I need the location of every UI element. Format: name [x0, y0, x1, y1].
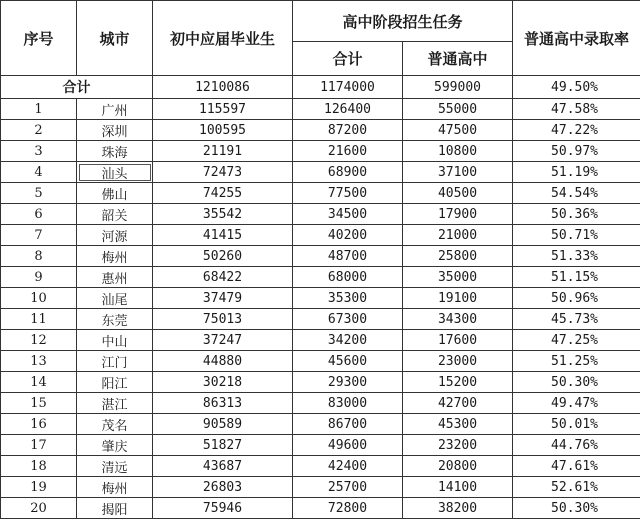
cell-seq[interactable]: 15	[1, 393, 77, 414]
cell-grads[interactable]: 72473	[153, 162, 293, 183]
cell-seq[interactable]: 4	[1, 162, 77, 183]
cell-task-total[interactable]: 68000	[293, 267, 403, 288]
cell-rate[interactable]: 47.25%	[513, 330, 640, 351]
header-city[interactable]: 城市	[77, 1, 153, 76]
cell-task-general[interactable]: 17600	[403, 330, 513, 351]
total-task-general[interactable]: 599000	[403, 76, 513, 99]
table-row	[1, 372, 640, 393]
cell-city[interactable]: 东莞	[77, 309, 153, 330]
cell-grads[interactable]: 37479	[153, 288, 293, 309]
cell-city[interactable]: 阳江	[77, 372, 153, 393]
cell-task-general[interactable]: 40500	[403, 183, 513, 204]
cell-seq[interactable]: 13	[1, 351, 77, 372]
total-rate[interactable]: 49.50%	[513, 76, 640, 99]
total-label[interactable]: 合计	[1, 76, 153, 99]
cell-rate[interactable]: 54.54%	[513, 183, 640, 204]
table-row	[1, 309, 640, 330]
cell-task-general[interactable]: 45300	[403, 414, 513, 435]
cell-rate[interactable]: 49.47%	[513, 393, 640, 414]
cell-city[interactable]: 揭阳	[77, 498, 153, 519]
cell-seq[interactable]: 5	[1, 183, 77, 204]
table-row	[1, 498, 640, 519]
header-seq[interactable]: 序号	[1, 1, 77, 76]
table-row	[1, 393, 640, 414]
cell-city[interactable]: 韶关	[77, 204, 153, 225]
cell-grads[interactable]: 35542	[153, 204, 293, 225]
table-row	[1, 288, 640, 309]
table-row	[1, 267, 640, 288]
cell-grads[interactable]: 37247	[153, 330, 293, 351]
table-row	[1, 246, 640, 267]
cell-task-total[interactable]: 45600	[293, 351, 403, 372]
cell-rate[interactable]: 50.30%	[513, 498, 640, 519]
cell-city[interactable]: 清远	[77, 456, 153, 477]
cell-task-general[interactable]: 20800	[403, 456, 513, 477]
cell-rate[interactable]: 44.76%	[513, 435, 640, 456]
cell-task-general[interactable]: 17900	[403, 204, 513, 225]
table-row	[1, 435, 640, 456]
cell-seq[interactable]: 11	[1, 309, 77, 330]
cell-seq[interactable]: 14	[1, 372, 77, 393]
cell-grads[interactable]: 50260	[153, 246, 293, 267]
cell-rate[interactable]: 47.61%	[513, 456, 640, 477]
cell-city[interactable]: 汕尾	[77, 288, 153, 309]
cell-task-total[interactable]: 126400	[293, 99, 403, 120]
cell-seq[interactable]: 2	[1, 120, 77, 141]
header-task-general[interactable]: 普通高中	[403, 42, 513, 76]
cell-city[interactable]: 深圳	[77, 120, 153, 141]
cell-grads[interactable]: 74255	[153, 183, 293, 204]
cell-grads[interactable]: 44880	[153, 351, 293, 372]
total-row	[1, 76, 640, 99]
header-grads[interactable]: 初中应届毕业生	[153, 1, 293, 76]
total-task-total[interactable]: 1174000	[293, 76, 403, 99]
cell-task-total[interactable]: 34200	[293, 330, 403, 351]
cell-grads[interactable]: 86313	[153, 393, 293, 414]
total-grads[interactable]: 1210086	[153, 76, 293, 99]
table-row	[1, 477, 640, 498]
cell-task-general[interactable]: 25800	[403, 246, 513, 267]
table-row	[1, 225, 640, 246]
cell-rate[interactable]: 52.61%	[513, 477, 640, 498]
cell-seq[interactable]: 3	[1, 141, 77, 162]
cell-task-general[interactable]: 34300	[403, 309, 513, 330]
cell-seq[interactable]: 10	[1, 288, 77, 309]
cell-city[interactable]: 惠州	[77, 267, 153, 288]
cell-grads[interactable]: 100595	[153, 120, 293, 141]
cell-task-general[interactable]: 47500	[403, 120, 513, 141]
table-row	[1, 330, 640, 351]
header-task-group[interactable]: 高中阶段招生任务	[293, 1, 513, 42]
cell-city[interactable]: 梅州	[77, 246, 153, 267]
table-row	[1, 414, 640, 435]
cell-task-total[interactable]: 35300	[293, 288, 403, 309]
header-task-total[interactable]: 合计	[293, 42, 403, 76]
cell-grads[interactable]: 26803	[153, 477, 293, 498]
cell-rate[interactable]: 50.36%	[513, 204, 640, 225]
cell-city[interactable]: 佛山	[77, 183, 153, 204]
cell-rate[interactable]: 51.19%	[513, 162, 640, 183]
cell-task-general[interactable]: 10800	[403, 141, 513, 162]
cell-seq[interactable]: 9	[1, 267, 77, 288]
cell-rate[interactable]: 51.25%	[513, 351, 640, 372]
cell-rate[interactable]: 45.73%	[513, 309, 640, 330]
cell-city[interactable]: 珠海	[77, 141, 153, 162]
cell-city[interactable]: 肇庆	[77, 435, 153, 456]
cell-task-total[interactable]: 34500	[293, 204, 403, 225]
table-row	[1, 351, 640, 372]
cell-rate[interactable]: 47.22%	[513, 120, 640, 141]
cell-task-general[interactable]: 14100	[403, 477, 513, 498]
cell-city[interactable]: 茂名	[77, 414, 153, 435]
cell-rate[interactable]: 51.15%	[513, 267, 640, 288]
cell-seq[interactable]: 7	[1, 225, 77, 246]
table-row	[1, 141, 640, 162]
cell-task-total[interactable]: 86700	[293, 414, 403, 435]
cell-grads[interactable]: 68422	[153, 267, 293, 288]
cell-task-general[interactable]: 23000	[403, 351, 513, 372]
cell-task-general[interactable]: 15200	[403, 372, 513, 393]
cell-seq[interactable]: 8	[1, 246, 77, 267]
cell-grads[interactable]: 43687	[153, 456, 293, 477]
cell-task-general[interactable]: 19100	[403, 288, 513, 309]
cell-city[interactable]: 梅州	[77, 477, 153, 498]
table-row	[1, 120, 640, 141]
cell-seq[interactable]: 19	[1, 477, 77, 498]
cell-task-total[interactable]: 21600	[293, 141, 403, 162]
cell-task-general[interactable]: 38200	[403, 498, 513, 519]
cell-task-general[interactable]: 35000	[403, 267, 513, 288]
cell-grads[interactable]: 90589	[153, 414, 293, 435]
cell-city[interactable]: 汕头	[77, 162, 153, 183]
cell-city[interactable]: 中山	[77, 330, 153, 351]
cell-task-total[interactable]: 72800	[293, 498, 403, 519]
header-rate[interactable]: 普通高中录取率	[513, 1, 640, 76]
cell-task-total[interactable]: 68900	[293, 162, 403, 183]
cell-rate[interactable]: 51.33%	[513, 246, 640, 267]
header-row-1	[1, 1, 640, 42]
cell-task-total[interactable]: 48700	[293, 246, 403, 267]
cell-grads[interactable]: 115597	[153, 99, 293, 120]
cell-seq[interactable]: 16	[1, 414, 77, 435]
cell-task-general[interactable]: 42700	[403, 393, 513, 414]
cell-task-total[interactable]: 29300	[293, 372, 403, 393]
cell-task-general[interactable]: 21000	[403, 225, 513, 246]
cell-city[interactable]: 河源	[77, 225, 153, 246]
table-row	[1, 162, 640, 183]
cell-task-total[interactable]: 25700	[293, 477, 403, 498]
table-row	[1, 99, 640, 120]
cell-task-total[interactable]: 67300	[293, 309, 403, 330]
table-row	[1, 204, 640, 225]
cell-grads[interactable]: 75946	[153, 498, 293, 519]
cell-grads[interactable]: 51827	[153, 435, 293, 456]
cell-rate[interactable]: 50.97%	[513, 141, 640, 162]
cell-seq[interactable]: 1	[1, 99, 77, 120]
cell-rate[interactable]: 47.58%	[513, 99, 640, 120]
table-row	[1, 456, 640, 477]
cell-seq[interactable]: 20	[1, 498, 77, 519]
cell-city[interactable]: 广州	[77, 99, 153, 120]
cell-grads[interactable]: 30218	[153, 372, 293, 393]
cell-seq[interactable]: 12	[1, 330, 77, 351]
cell-grads[interactable]: 75013	[153, 309, 293, 330]
cell-task-total[interactable]: 42400	[293, 456, 403, 477]
cell-city[interactable]: 江门	[77, 351, 153, 372]
cell-task-total[interactable]: 77500	[293, 183, 403, 204]
cell-task-total[interactable]: 40200	[293, 225, 403, 246]
cell-task-general[interactable]: 23200	[403, 435, 513, 456]
cell-rate[interactable]: 50.30%	[513, 372, 640, 393]
cell-rate[interactable]: 50.01%	[513, 414, 640, 435]
cell-task-general[interactable]: 37100	[403, 162, 513, 183]
cell-city[interactable]: 湛江	[77, 393, 153, 414]
table-row	[1, 183, 640, 204]
cell-grads[interactable]: 21191	[153, 141, 293, 162]
cell-seq[interactable]: 6	[1, 204, 77, 225]
cell-task-total[interactable]: 49600	[293, 435, 403, 456]
cell-rate[interactable]: 50.96%	[513, 288, 640, 309]
cell-task-total[interactable]: 83000	[293, 393, 403, 414]
cell-task-general[interactable]: 55000	[403, 99, 513, 120]
cell-seq[interactable]: 17	[1, 435, 77, 456]
cell-rate[interactable]: 50.71%	[513, 225, 640, 246]
cell-task-total[interactable]: 87200	[293, 120, 403, 141]
cell-grads[interactable]: 41415	[153, 225, 293, 246]
cell-seq[interactable]: 18	[1, 456, 77, 477]
